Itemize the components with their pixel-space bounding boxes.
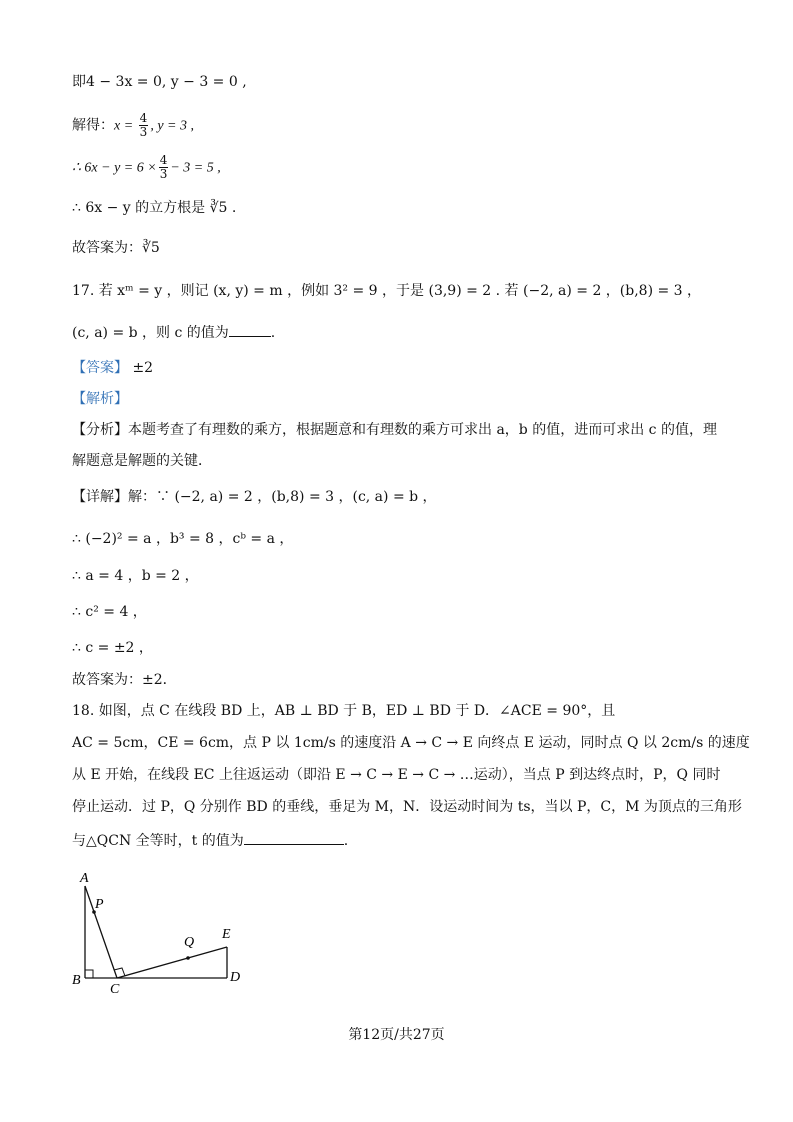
geometry-figure	[60, 868, 260, 998]
fraction-denominator: 3	[139, 125, 148, 139]
question-18-line-2: AC = 5cm，CE = 6cm，点 P 以 1cm/s 的速度沿 A → C → E 向终点 E 运动，同时点 Q 以 2cm/s 的速度	[72, 735, 750, 751]
line-3-prefix: ∴ 6x − y = 6 ×	[72, 160, 157, 176]
label-d: D	[230, 970, 241, 985]
segment-ce	[117, 947, 227, 978]
question-18-line-5	[72, 830, 348, 851]
line-2-prefix: 解得：	[72, 117, 114, 134]
fraction-denominator: 3	[159, 167, 168, 181]
question-17-end: .	[270, 325, 276, 341]
detail-line-4: ∴ c² = 4 ，	[72, 604, 147, 620]
detail-line-6: 故答案为：±2．	[72, 672, 177, 688]
fenxi-line-2: 解题意是解题的关键．	[72, 453, 212, 469]
question-18-line-1: 18. 如图，点 C 在线段 BD 上，AB ⊥ BD 于 B，ED ⊥ BD 于 D．∠ACE = 90°，且	[72, 703, 616, 719]
analysis-tag: 【解析】	[72, 391, 128, 407]
question-17-line-2	[72, 322, 275, 343]
analysis-tag-row	[72, 389, 128, 409]
answer-blank	[229, 322, 271, 337]
question-18-text: 与△QCN 全等时，t 的值为	[72, 833, 244, 849]
detail-line-3: ∴ a = 4 ，b = 2 ，	[72, 568, 199, 584]
page-footer: 第12页/共27页	[348, 1027, 445, 1043]
detail-line-2: ∴ (−2)² = a ，b³ = 8 ，cᵇ = a ，	[72, 531, 294, 547]
label-a: A	[80, 871, 89, 886]
question-18-end: .	[343, 833, 349, 849]
detail-line-1: 【详解】解：∵ (−2, a) = 2 ，(b,8) = 3 ，(c, a) = b ，	[72, 489, 437, 505]
question-17-line-1: 17. 若 xᵐ = y ，则记 (x, y) = m ，例如 3² = 9 ，于是 (3,9) = 2 . 若 (−2, a) = 2 ，(b,8) = 3 ，	[72, 283, 702, 299]
fraction-4-3-b	[159, 154, 169, 181]
fraction-4-3	[139, 112, 149, 139]
solution-line-3	[72, 154, 221, 181]
label-e: E	[222, 927, 231, 942]
solution-line-4: ∴ 6x − y 的立方根是 ∛5 .	[72, 200, 237, 216]
answer-tag: 【答案】	[72, 360, 128, 376]
solution-line-2	[72, 112, 194, 139]
fraction-numerator: 4	[139, 111, 148, 125]
fraction-numerator: 4	[159, 153, 168, 167]
point-q	[186, 956, 190, 960]
line-3-suffix: − 3 = 5 ,	[170, 160, 221, 176]
solution-line-1: 即4 − 3x = 0, y − 3 = 0 ,	[72, 74, 247, 90]
question-18-line-4: 停止运动．过 P，Q 分别作 BD 的垂线，垂足为 M，N．设运动时间为 ts，当以 P，C，M 为顶点的三角形	[72, 799, 742, 815]
question-17-text: (c, a) = b ，则 c 的值为	[72, 325, 229, 341]
question-18-line-3: 从 E 开始，在线段 EC 上往返运动（即沿 E → C → E → C → …运动），当点 P 到达终点时，P，Q 同时	[72, 767, 721, 783]
detail-line-5: ∴ c = ±2 ，	[72, 640, 153, 656]
label-c: C	[110, 982, 120, 997]
line-2-x: x =	[114, 118, 137, 134]
line-2-suffix: , y = 3 ,	[150, 118, 194, 134]
label-b: B	[72, 973, 81, 988]
right-angle-mark-b	[85, 970, 93, 978]
solution-line-5: 故答案为：∛5	[72, 240, 160, 256]
fenxi-line-1: 【分析】本题考查了有理数的乘方，根据题意和有理数的乘方可求出 a，b 的值，进而可求出 c 的值，理	[72, 422, 717, 438]
answer-value: ±2	[132, 360, 154, 376]
answer-blank	[244, 830, 344, 845]
label-q: Q	[184, 935, 195, 950]
label-p: P	[95, 897, 104, 912]
answer-row	[72, 358, 153, 378]
